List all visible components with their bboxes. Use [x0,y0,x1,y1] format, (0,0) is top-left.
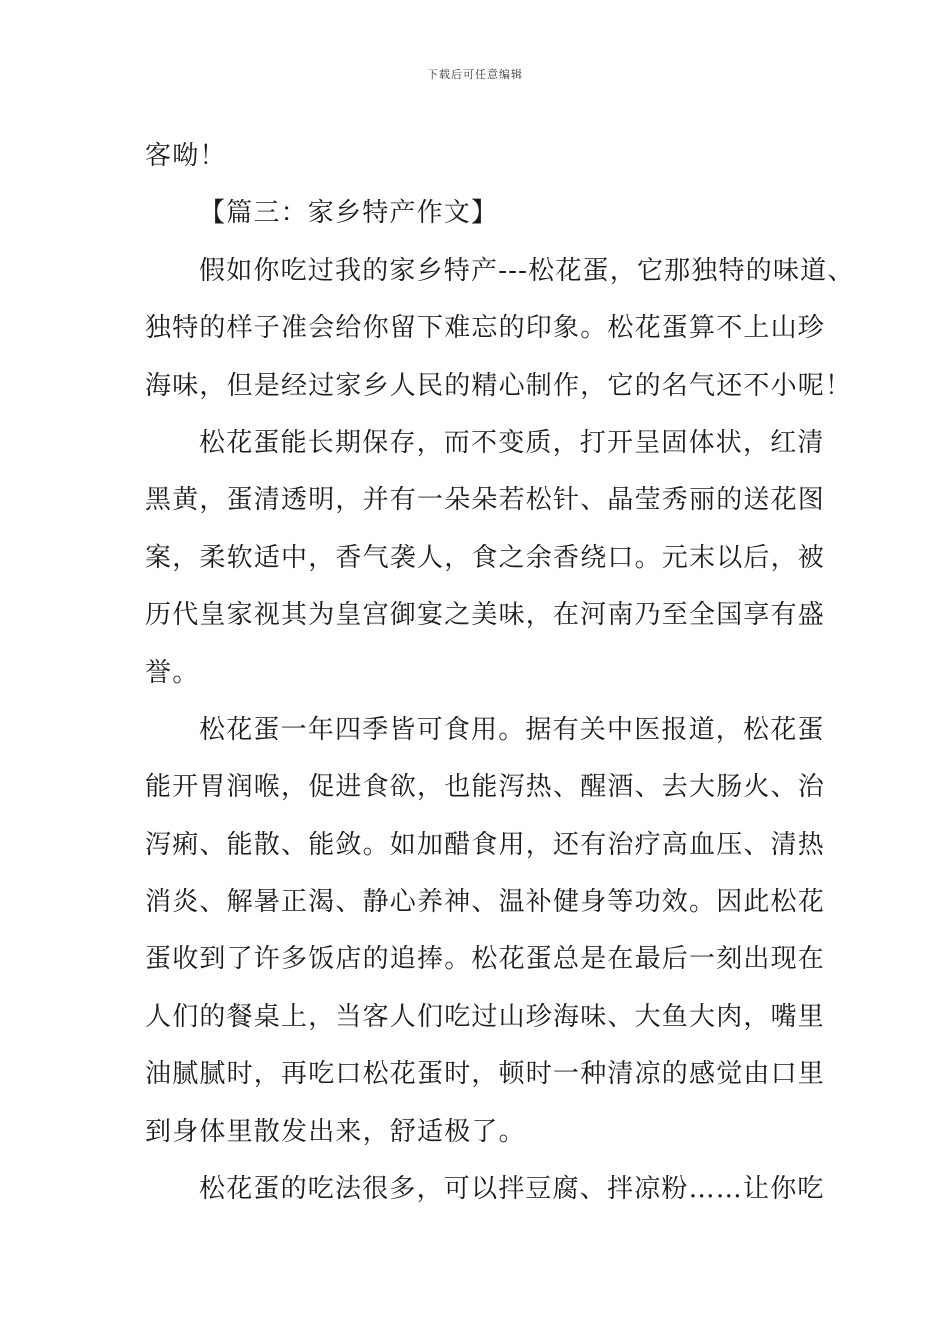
text-line: 到身体里散发出来，舒适极了。 [145,1116,526,1147]
text-line: 蛋收到了许多饭店的追捧。松花蛋总是在最后一刻出现在 [145,944,826,975]
page-header: 下载后可任意编辑 [427,68,523,81]
text-line: 誉。 [145,657,200,688]
text-line: 油腻腻时，再吃口松花蛋时，顿时一种清凉的感觉由口里 [145,1059,826,1090]
section-heading: 【篇三：家乡特产作文】 [199,198,499,229]
text-line: 人们的餐桌上，当客人们吃过山珍海味、大鱼大肉，嘴里 [145,1001,826,1032]
document-body [145,128,855,1218]
text-line: 客呦！ [145,141,227,171]
text-line: 松花蛋一年四季皆可食用。据有关中医报道，松花蛋 [199,714,825,745]
text-line: 泻痢、能散、能敛。如加醋食用，还有治疗高血压、清热 [145,829,826,860]
text-line: 案，柔软适中，香气袭人，食之余香绕口。元末以后，被 [145,542,826,573]
text-line: 独特的样子准会给你留下难忘的印象。松花蛋算不上山珍 [145,313,826,344]
text-line: 海味，但是经过家乡人民的精心制作，它的名气还不小呢！ [145,370,853,401]
text-line: 假如你吃过我的家乡特产---松花蛋，它那独特的味道、 [199,255,855,286]
text-line: 能开胃润喉，促进食欲，也能泻热、醒酒、去大肠火、治 [145,772,826,803]
text-line: 松花蛋的吃法很多，可以拌豆腐、拌凉粉……让你吃 [199,1174,825,1205]
text-line: 黑黄，蛋清透明，并有一朵朵若松针、晶莹秀丽的送花图 [145,485,826,516]
text-line: 历代皇家视其为皇宫御宴之美味，在河南乃至全国享有盛 [145,600,826,631]
text-line: 松花蛋能长期保存，而不变质，打开呈固体状，红清 [199,427,825,458]
text-line: 消炎、解暑正渴、静心养神、温补健身等功效。因此松花 [145,887,826,918]
